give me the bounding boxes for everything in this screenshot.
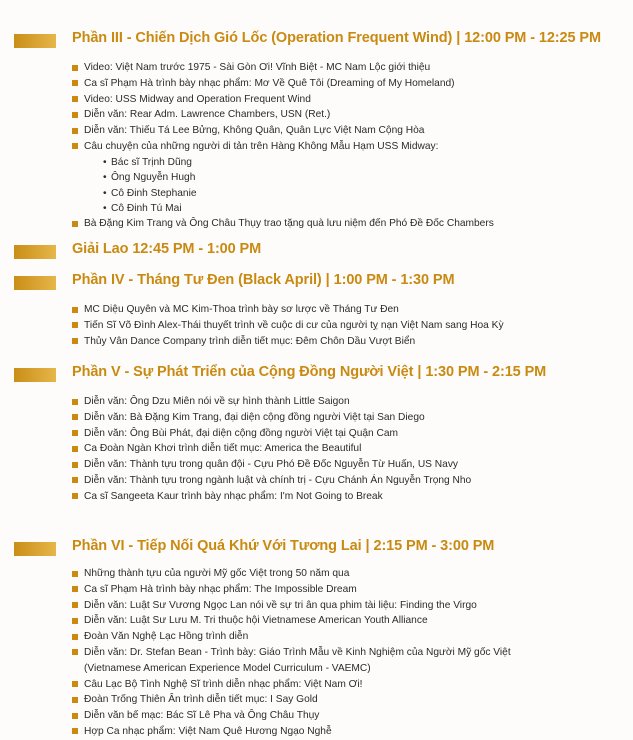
section-3 xyxy=(0,30,633,232)
list-item: Diễn văn: Dr. Stefan Bean - Trình bày: Giáo Trình Mẫu về Kinh Nghiệm của Người Mỹ gốc Việt (Vietnamese American Experience Model Curriculum - VAEMC) xyxy=(0,645,633,677)
sub-list-item: • Ông Nguyễn Hugh xyxy=(103,172,196,184)
list-item: Diễn văn: Luật Sư Lưu M. Tri thuộc hội Vietnamese American Youth Alliance xyxy=(0,613,633,629)
list-item: Ca sĩ Sangeeta Kaur trình bày nhạc phẩm: I'm Not Going to Break xyxy=(0,489,633,505)
list-item: Đoàn Trống Thiên Ân trình diễn tiết mục: I Say Gold xyxy=(0,692,633,708)
list-item: Bà Đặng Kim Trang và Ông Châu Thụy trao tặng quà lưu niệm đến Phó Đề Đốc Chambers xyxy=(0,216,633,232)
section-6-name: Phần VI - Tiếp Nối Quá Khứ Với Tương Lai xyxy=(72,538,362,554)
section-bar xyxy=(14,245,56,259)
section-bar xyxy=(14,276,56,290)
list-item: Diễn văn: Thiếu Tá Lee Bửng, Không Quân, Quân Lực Việt Nam Cộng Hòa xyxy=(0,123,633,139)
section-3-name: Phần III - Chiến Dịch Gió Lốc (Operation Frequent Wind) xyxy=(72,30,453,46)
section-5-time: 1:30 PM - 2:15 PM xyxy=(425,364,547,380)
section-5-name: Phần V - Sự Phát Triển của Cộng Đồng Người Việt xyxy=(72,364,414,380)
section-5 xyxy=(0,364,633,505)
section-break-header xyxy=(0,241,633,263)
list-item: Thủy Vân Dance Company trình diễn tiết mục: Đêm Chôn Dầu Vượt Biển xyxy=(0,334,633,350)
section-3-time: 12:00 PM - 12:25 PM xyxy=(464,30,601,46)
list-item: Diễn văn bế mạc: Bác Sĩ Lê Pha và Ông Châu Thụy xyxy=(0,708,633,724)
section-4-name: Phần IV - Tháng Tư Đen (Black April) xyxy=(72,272,322,288)
sub-list-item: • Cô Đinh Stephanie xyxy=(103,187,197,199)
section-4-title: Phần IV - Tháng Tư Đen (Black April) | 1:00 PM - 1:30 PM xyxy=(72,272,455,288)
list-item: Ca Đoàn Ngàn Khơi trình diễn tiết mục: America the Beautiful xyxy=(0,441,633,457)
list-item: Video: Việt Nam trước 1975 - Sài Gòn Ơi! Vĩnh Biệt - MC Nam Lộc giới thiệu xyxy=(0,60,633,76)
section-bar xyxy=(14,542,56,556)
break-title: Giải Lao 12:45 PM - 1:00 PM xyxy=(72,241,262,257)
list-item-continuation: (Vietnamese American Experience Model Curriculum - VAEMC) xyxy=(84,662,371,674)
list-item: Diễn văn: Ông Dzu Miên nói về sự hình thành Little Saigon xyxy=(0,394,633,410)
list-item: Câu Lạc Bộ Tình Nghệ Sĩ trình diễn nhạc phẩm: Việt Nam Ơi! xyxy=(0,677,633,693)
section-3-list xyxy=(0,60,633,232)
section-3-header xyxy=(0,30,633,52)
section-4-list xyxy=(0,302,633,349)
list-item: Tiến Sĩ Võ Đình Alex-Thái thuyết trình về cuộc di cư của người tỵ nạn Việt Nam sang Hoa Kỳ xyxy=(0,318,633,334)
list-item: Diễn văn: Ông Bùi Phát, đại diện cộng đồng người Việt tại Quận Cam xyxy=(0,426,633,442)
section-5-list xyxy=(0,394,633,505)
section-break xyxy=(0,241,633,263)
section-6-time: 2:15 PM - 3:00 PM xyxy=(373,538,495,554)
list-item: MC Diệu Quyên và MC Kim-Thoa trình bày sơ lược về Tháng Tư Đen xyxy=(0,302,633,318)
section-4-time: 1:00 PM - 1:30 PM xyxy=(333,272,455,288)
section-6-list xyxy=(0,566,633,740)
list-item: Video: USS Midway and Operation Frequent Wind xyxy=(0,92,633,108)
section-5-header xyxy=(0,364,633,386)
list-item: Câu chuyện của những người di tản trên Hàng Không Mẫu Hạm USS Midway: xyxy=(0,139,633,155)
sub-list-item: • Cô Đinh Tú Mai xyxy=(103,203,182,214)
list-item: Những thành tựu của người Mỹ gốc Việt trong 50 năm qua xyxy=(0,566,633,582)
list-item: Diễn văn: Thành tựu trong ngành luật và chính trị - Cựu Chánh Án Nguyễn Trọng Nho xyxy=(0,473,633,489)
section-4 xyxy=(0,272,633,349)
section-bar xyxy=(14,368,56,382)
section-5-title: Phần V - Sự Phát Triển của Cộng Đồng Người Việt | 1:30 PM - 2:15 PM xyxy=(72,364,547,380)
list-item: Đoàn Văn Nghệ Lạc Hồng trình diễn xyxy=(0,629,633,645)
list-item: Diễn văn: Luật Sư Vương Ngọc Lan nói về sự tri ân qua phim tài liệu: Finding the Virgo xyxy=(0,598,633,614)
list-item: Diễn văn: Thành tựu trong quân đội - Cựu Phó Đề Đốc Nguyễn Từ Huấn, US Navy xyxy=(0,457,633,473)
list-item: Ca sĩ Phạm Hà trình bày nhạc phẩm: Mơ Về Quê Tôi (Dreaming of My Homeland) xyxy=(0,76,633,92)
list-item: Ca sĩ Phạm Hà trình bày nhạc phẩm: The Impossible Dream xyxy=(0,582,633,598)
section-6-header xyxy=(0,538,633,560)
list-item: Diễn văn: Bà Đặng Kim Trang, đại diện cộng đồng người Việt tại San Diego xyxy=(0,410,633,426)
sub-list-item: • Bác sĩ Trịnh Dũng xyxy=(103,156,192,168)
section-6 xyxy=(0,538,633,740)
section-bar xyxy=(14,34,56,48)
section-4-header xyxy=(0,272,633,294)
section-3-title: Phần III - Chiến Dịch Gió Lốc (Operation Frequent Wind) | 12:00 PM - 12:25 PM xyxy=(72,30,601,46)
list-item: Hợp Ca nhạc phẩm: Việt Nam Quê Hương Ngạo Nghễ xyxy=(0,724,633,740)
list-item: Diễn văn: Rear Adm. Lawrence Chambers, USN (Ret.) xyxy=(0,107,633,123)
section-6-title: Phần VI - Tiếp Nối Quá Khứ Với Tương Lai | 2:15 PM - 3:00 PM xyxy=(72,538,495,554)
